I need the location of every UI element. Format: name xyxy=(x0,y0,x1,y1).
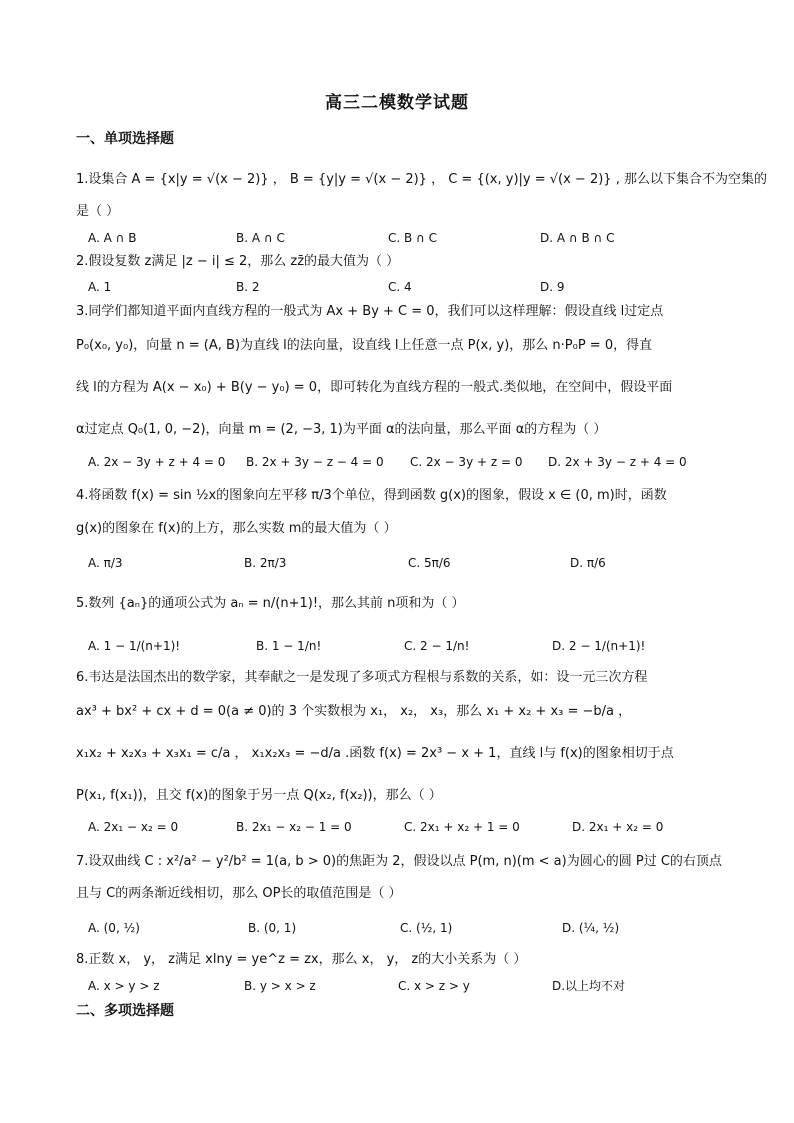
question-3-line-2: P₀(x₀, y₀)，向量 n = (A, B)为直线 l的法向量，设直线 l上任意一点 P(x, y)，那么 n·P₀P = 0，得直 xyxy=(76,338,653,353)
q6-option-c: C. 2x₁ + x₂ + 1 = 0 xyxy=(404,820,520,834)
q4-option-a: A. π/3 xyxy=(88,556,123,570)
q4-option-b: B. 2π/3 xyxy=(244,556,287,570)
q2-option-d: D. 9 xyxy=(540,280,565,294)
q2-option-b: B. 2 xyxy=(236,280,260,294)
q6-option-d: D. 2x₁ + x₂ = 0 xyxy=(572,820,664,834)
q1-option-b: B. A ∩ C xyxy=(236,231,285,245)
question-6-line-2: ax³ + bx² + cx + d = 0(a ≠ 0)的 3 个实数根为 x₁， x₂， x₃，那么 x₁ + x₂ + x₃ = −b/a ， xyxy=(76,704,632,719)
q8-option-d: D.以上均不对 xyxy=(552,979,626,993)
question-3-line-1: 3.同学们都知道平面内直线方程的一般式为 Ax + By + C = 0，我们可以这样理解：假设直线 l过定点 xyxy=(76,304,664,319)
question-8-line-1: 8.正数 x， y， z满足 xlny = ye^z = zx，那么 x， y， z的大小关系为（ ） xyxy=(76,952,527,967)
question-1-line-2: 是（ ） xyxy=(76,204,120,219)
q8-option-b: B. y > x > z xyxy=(244,979,316,993)
question-6-line-1: 6.韦达是法国杰出的数学家，其奉献之一是发现了多项式方程根与系数的关系，如：设一元三次方程 xyxy=(76,670,648,685)
q6-option-b: B. 2x₁ − x₂ − 1 = 0 xyxy=(236,820,352,834)
question-5-line-1: 5.数列 {aₙ}的通项公式为 aₙ = n/(n+1)!，那么其前 n项和为（ ） xyxy=(76,596,465,611)
question-7-line-2: 且与 C的两条渐近线相切，那么 OP长的取值范围是（ ） xyxy=(76,886,402,901)
q1-option-d: D. A ∩ B ∩ C xyxy=(540,231,615,245)
question-3-line-3: 线 l的方程为 A(x − x₀) + B(y − y₀) = 0，即可转化为直线方程的一般式.类似地，在空间中，假设平面 xyxy=(76,380,673,395)
question-6-line-4: P(x₁, f(x₁))，且交 f(x)的图象于另一点 Q(x₂, f(x₂))，那么（ ） xyxy=(76,788,442,803)
q7-option-a: A. (0, ½) xyxy=(88,921,140,935)
q3-option-a: A. 2x − 3y + z + 4 = 0 xyxy=(88,455,226,469)
question-2-line-1: 2.假设复数 z满足 |z − i| ≤ 2，那么 zz̄的最大值为（ ） xyxy=(76,254,400,269)
page-title: 高三二模数学试题 xyxy=(325,93,469,113)
q5-option-a: A. 1 − 1/(n+1)! xyxy=(88,639,181,653)
q6-option-a: A. 2x₁ − x₂ = 0 xyxy=(88,820,179,834)
question-4-line-2: g(x)的图象在 f(x)的上方，那么实数 m的最大值为（ ） xyxy=(76,521,397,536)
q3-option-c: C. 2x − 3y + z = 0 xyxy=(410,455,523,469)
q7-option-b: B. (0, 1) xyxy=(248,921,297,935)
question-4-line-1: 4.将函数 f(x) = sin ½x的图象向左平移 π/3个单位，得到函数 g(x)的图象，假设 x ∈ (0, m)时，函数 xyxy=(76,488,667,503)
question-1-line-1: 1.设集合 A = {x|y = √(x − 2)} ， B = {y|y = √(x − 2)} ， C = {(x, y)|y = √(x − 2)} , 那么以下集合不为空集的 xyxy=(76,172,767,187)
q8-option-c: C. x > z > y xyxy=(398,979,470,993)
q2-option-c: C. 4 xyxy=(388,280,412,294)
q5-option-b: B. 1 − 1/n! xyxy=(256,639,322,653)
q7-option-c: C. (½, 1) xyxy=(400,921,453,935)
question-3-line-4: α过定点 Q₀(1, 0, −2)，向量 m = (2, −3, 1)为平面 α的法向量，那么平面 α的方程为（ ） xyxy=(76,422,607,437)
q4-option-d: D. π/6 xyxy=(570,556,606,570)
q3-option-b: B. 2x + 3y − z − 4 = 0 xyxy=(246,455,384,469)
q5-option-c: C. 2 − 1/n! xyxy=(404,639,470,653)
q3-option-d: D. 2x + 3y − z + 4 = 0 xyxy=(548,455,687,469)
question-7-line-1: 7.设双曲线 C : x²/a² − y²/b² = 1(a, b > 0)的焦距为 2，假设以点 P(m, n)(m < a)为圆心的圆 P过 C的右顶点 xyxy=(76,854,722,869)
q8-option-a: A. x > y > z xyxy=(88,979,160,993)
q1-option-c: C. B ∩ C xyxy=(388,231,438,245)
question-6-line-3: x₁x₂ + x₂x₃ + x₃x₁ = c/a ， x₁x₂x₃ = −d/a .函数 f(x) = 2x³ − x + 1，直线 l与 f(x)的图象相切于点 xyxy=(76,746,674,761)
q1-option-a: A. A ∩ B xyxy=(88,231,137,245)
q4-option-c: C. 5π/6 xyxy=(408,556,451,570)
section-heading-multiple-choice: 二、多项选择题 xyxy=(76,1003,174,1019)
q7-option-d: D. (¼, ½) xyxy=(562,921,620,935)
q5-option-d: D. 2 − 1/(n+1)! xyxy=(552,639,646,653)
q2-option-a: A. 1 xyxy=(88,280,112,294)
section-heading-single-choice: 一、单项选择题 xyxy=(76,131,174,147)
